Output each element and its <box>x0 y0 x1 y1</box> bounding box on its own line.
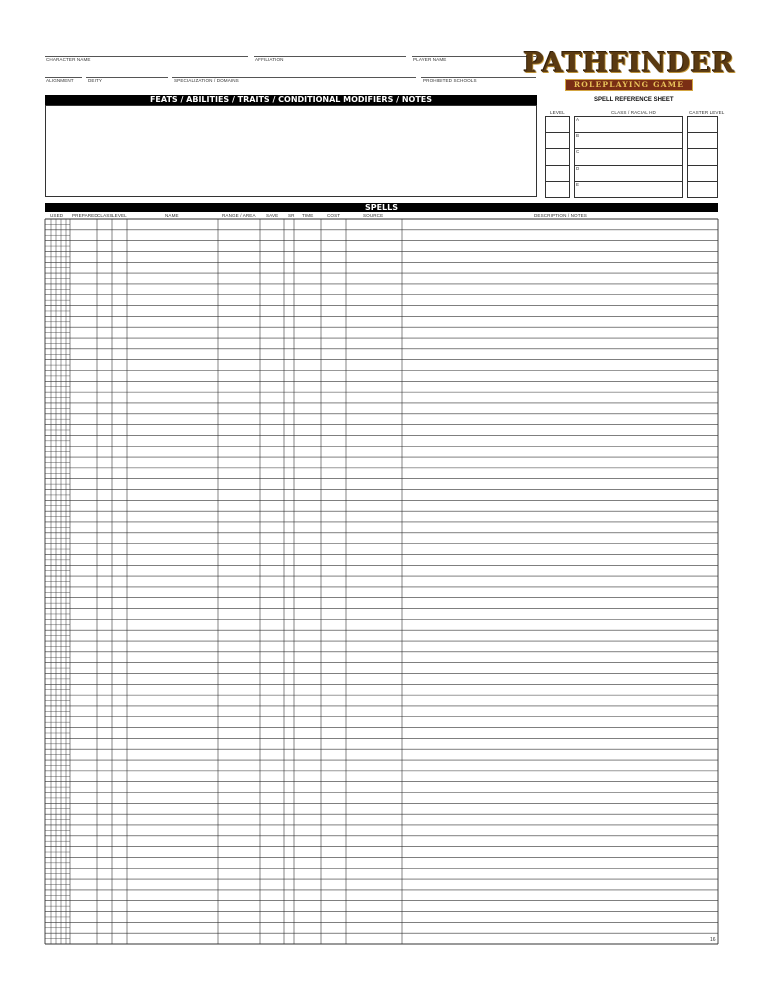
specialization-domains-label: SPECIALIZATION / DOMAINS <box>174 78 239 83</box>
feats-section-title: FEATS / ABILITIES / TRAITS / CONDITIONAL MODIFIERS / NOTES <box>45 95 537 105</box>
col-save-header: SAVE <box>266 213 279 218</box>
col-prepared-header: PREPARED <box>72 213 98 218</box>
srs-row-letter: C <box>576 149 580 155</box>
srs-row-letter: A <box>576 117 580 122</box>
col-range-area-header: RANGE / AREA <box>222 213 256 218</box>
deity-label: DEITY <box>88 78 103 83</box>
spell-reference-title: SPELL REFERENCE SHEET <box>594 97 674 103</box>
col-source-header: SOURCE <box>363 213 384 218</box>
spells-section-title: SPELLS <box>45 203 718 212</box>
player-name-label: PLAYER NAME <box>413 57 447 62</box>
character-name-label: CHARACTER NAME <box>46 57 91 62</box>
page-number: 16 <box>710 937 716 943</box>
srs-caster-header: CASTER LEVEL <box>689 110 725 115</box>
col-level-header: LEVEL <box>112 213 127 218</box>
col-used-header: USED <box>50 213 64 218</box>
col-description-notes-header: DESCRIPTION / NOTES <box>534 213 587 218</box>
affiliation-label: AFFILIATION <box>255 57 284 62</box>
srs-row-letter: B <box>576 133 580 139</box>
col-class-header: CLASS <box>97 213 113 218</box>
col-cost-header: COST <box>327 213 341 218</box>
col-name-header: NAME <box>165 213 179 218</box>
logo-subtitle: ROLEPLAYING GAME <box>565 79 693 91</box>
srs-class-header: CLASS / RACIAL HD <box>611 110 656 115</box>
col-time-header: TIME <box>302 213 314 218</box>
logo-title: PATHFINDER <box>523 47 735 79</box>
prohibited-schools-label: PROHIBITED SCHOOLS <box>423 78 477 83</box>
srs-row-letter: D <box>576 165 580 171</box>
col-sr-header: SR <box>288 213 295 218</box>
srs-level-header: LEVEL <box>550 110 565 115</box>
srs-row-letter: E <box>576 181 580 187</box>
alignment-label: ALIGNMENT <box>46 78 74 83</box>
